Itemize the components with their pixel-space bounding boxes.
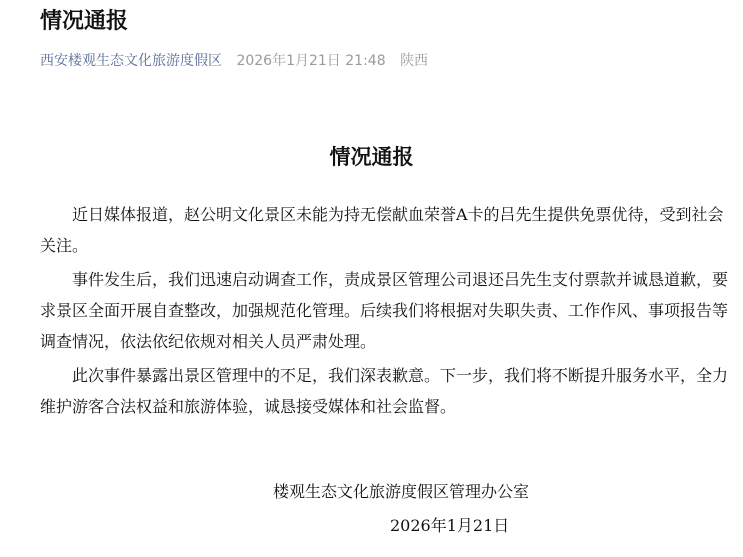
signature-organization: 楼观生态文化旅游度假区管理办公室: [273, 482, 530, 501]
article-paragraph: 近日媒体报道，赵公明文化景区未能为持无偿献血荣誉A卡的吕先生提供免票优待，受到社会关注。: [40, 205, 724, 255]
signature-date: 2026年1月21日: [390, 516, 510, 535]
article-body: [40, 199, 730, 425]
article-paragraph: 事件发生后，我们迅速启动调查工作，责成景区管理公司退还吕先生支付票款并诚恳道歉，要求景区全面开展自查整改，加强规范化管理。后续我们将根据对失职失责、工作作风、事项报告等调查情况，依法依纪依规对相关人员严肃处理。: [40, 270, 729, 351]
article-meta: [40, 51, 428, 71]
source-account-link[interactable]: 西安楼观生态文化旅游度假区: [40, 53, 222, 69]
publish-date: 2026年1月21日 21:48: [236, 53, 386, 69]
page-title: 情况通报: [40, 9, 129, 34]
article-heading: 情况通报: [329, 144, 414, 169]
article-paragraph: 此次事件暴露出景区管理中的不足，我们深表歉意。下一步，我们将不断提升服务水平，全力维护游客合法权益和旅游体验，诚恳接受媒体和社会监督。: [40, 366, 729, 416]
publish-location: 陕西: [400, 53, 429, 69]
